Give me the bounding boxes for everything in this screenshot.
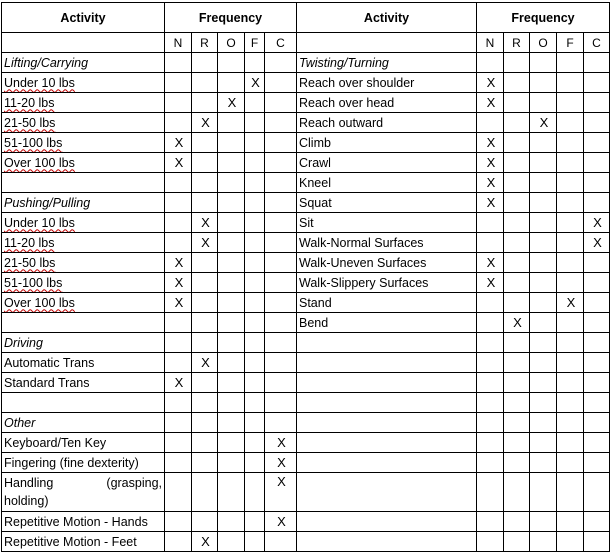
mark-c: X	[265, 473, 297, 512]
activity-kneel: Kneel	[297, 173, 477, 193]
mark-c: X	[584, 213, 610, 233]
section-other: Other	[2, 413, 165, 433]
activity-keyboard: Keyboard/Ten Key	[2, 433, 165, 453]
section-lifting-carrying: Lifting/Carrying	[2, 53, 165, 73]
code-f: F	[245, 33, 265, 53]
mark-c: X	[265, 512, 297, 532]
frequency-header: Frequency	[477, 3, 610, 33]
mark-n: X	[477, 273, 504, 293]
code-n: N	[477, 33, 504, 53]
activity-walk-normal: Walk-Normal Surfaces	[297, 233, 477, 253]
activity-sit: Sit	[297, 213, 477, 233]
code-o: O	[530, 33, 557, 53]
activity-handling: Handling (grasping, holding)	[2, 473, 165, 512]
mark-f: X	[557, 293, 584, 313]
section-driving: Driving	[2, 333, 165, 353]
mark-c: X	[265, 433, 297, 453]
activity-push-under-10: Under 10 lbs	[2, 213, 165, 233]
activity-standard-trans: Standard Trans	[2, 373, 165, 393]
code-n: N	[165, 33, 192, 53]
activity-climb: Climb	[297, 133, 477, 153]
mark-r: X	[192, 213, 218, 233]
blank-cell	[2, 33, 165, 53]
activity-lift-51-100: 51-100 lbs	[2, 133, 165, 153]
blank-cell	[2, 313, 165, 333]
mark-c: X	[584, 233, 610, 253]
frequency-header: Frequency	[165, 3, 297, 33]
activity-push-over-100: Over 100 lbs	[2, 293, 165, 313]
activity-walk-uneven: Walk-Uneven Surfaces	[297, 253, 477, 273]
mark-n: X	[477, 73, 504, 93]
section-twisting-turning: Twisting/Turning	[297, 53, 477, 73]
blank-cell	[2, 173, 165, 193]
activity-reach-over-head: Reach over head	[297, 93, 477, 113]
mark-n: X	[477, 133, 504, 153]
mark-n: X	[477, 253, 504, 273]
activity-repetitive-hands: Repetitive Motion - Hands	[2, 512, 165, 532]
code-c: C	[265, 33, 297, 53]
mark-c: X	[265, 453, 297, 473]
activity-push-21-50: 21-50 lbs	[2, 253, 165, 273]
mark-n: X	[477, 193, 504, 213]
mark-o: X	[530, 113, 557, 133]
activity-push-51-100: 51-100 lbs	[2, 273, 165, 293]
code-c: C	[584, 33, 610, 53]
activity-header: Activity	[297, 3, 477, 33]
code-f: F	[557, 33, 584, 53]
mark-n: X	[165, 373, 192, 393]
mark-n: X	[165, 293, 192, 313]
activity-lift-under-10: Under 10 lbs	[2, 73, 165, 93]
activity-stand: Stand	[297, 293, 477, 313]
mark-n: X	[165, 133, 192, 153]
activity-lift-11-20: 11-20 lbs	[2, 93, 165, 113]
activity-squat: Squat	[297, 193, 477, 213]
code-o: O	[218, 33, 245, 53]
code-r: R	[192, 33, 218, 53]
activity-crawl: Crawl	[297, 153, 477, 173]
mark-r: X	[192, 113, 218, 133]
mark-n: X	[165, 273, 192, 293]
activity-automatic-trans: Automatic Trans	[2, 353, 165, 373]
activity-fingering: Fingering (fine dexterity)	[2, 453, 165, 473]
mark-n: X	[165, 153, 192, 173]
activity-lift-21-50: 21-50 lbs	[2, 113, 165, 133]
activity-reach-outward: Reach outward	[297, 113, 477, 133]
mark-r: X	[192, 233, 218, 253]
activity-lift-over-100: Over 100 lbs	[2, 153, 165, 173]
mark-n: X	[477, 93, 504, 113]
mark-r: X	[192, 532, 218, 552]
blank-cell	[297, 33, 477, 53]
activity-bend: Bend	[297, 313, 477, 333]
mark-o: X	[218, 93, 245, 113]
activity-header: Activity	[2, 3, 165, 33]
physical-requirements-table	[1, 2, 610, 552]
code-r: R	[504, 33, 530, 53]
mark-n: X	[477, 173, 504, 193]
mark-f: X	[245, 73, 265, 93]
activity-walk-slippery: Walk-Slippery Surfaces	[297, 273, 477, 293]
activity-push-11-20: 11-20 lbs	[2, 233, 165, 253]
mark-r: X	[504, 313, 530, 333]
section-pushing-pulling: Pushing/Pulling	[2, 193, 165, 213]
mark-n: X	[477, 153, 504, 173]
activity-reach-over-shoulder: Reach over shoulder	[297, 73, 477, 93]
mark-n: X	[165, 253, 192, 273]
activity-repetitive-feet: Repetitive Motion - Feet	[2, 532, 165, 552]
blank-cell	[2, 393, 165, 413]
mark-r: X	[192, 353, 218, 373]
